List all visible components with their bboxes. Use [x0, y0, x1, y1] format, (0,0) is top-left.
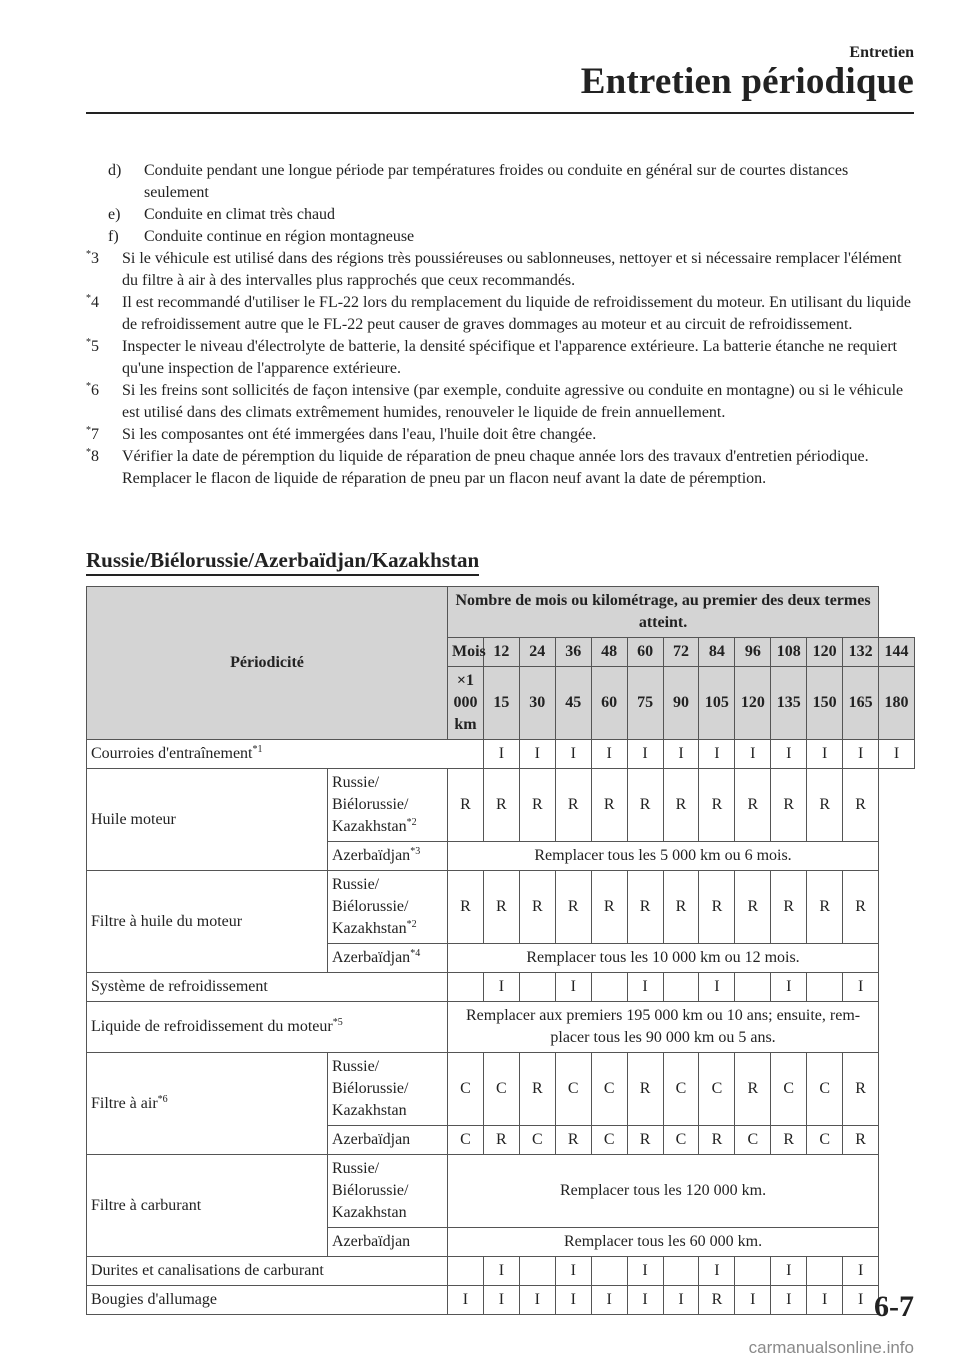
region-label: Russie/ Biélorussie/ Kazakhstan$^{*2}$ — [328, 871, 448, 944]
footnote-item — [86, 446, 912, 490]
schedule-cell: I — [663, 740, 699, 769]
periodicite-header: Périodicité — [87, 587, 448, 740]
region-label: Russie/ Biélorussie/ Kazakhstan$^{*2}$ — [328, 769, 448, 842]
schedule-cell: C — [807, 1053, 843, 1126]
schedule-cell: R — [663, 769, 699, 842]
schedule-cell: I — [771, 740, 807, 769]
schedule-cell: I — [879, 740, 915, 769]
footnote-text: Conduite en climat très chaud — [144, 206, 336, 223]
row-label: Liquide de refroidissement du moteur$^{*5}$ — [87, 1002, 448, 1053]
region-label: Azerbaïdjan — [328, 1228, 448, 1257]
footnote-text: Conduite continue en région montagneuse — [144, 228, 415, 245]
schedule-cell: I — [591, 740, 627, 769]
row-label: Filtre à carburant — [87, 1155, 328, 1257]
table-row-filtre-air-rbk — [87, 1053, 915, 1126]
schedule-cell: I — [771, 973, 807, 1002]
schedule-cell: I — [843, 1257, 879, 1286]
row-label: Système de refroidissement — [87, 973, 448, 1002]
schedule-cell — [448, 1257, 484, 1286]
km-cell: 90 — [663, 667, 699, 740]
schedule-cell — [519, 1257, 555, 1286]
footnote-marker: *8 — [86, 447, 99, 465]
schedule-cell: R — [519, 1053, 555, 1126]
region-label: Azerbaïdjan$^{*3}$ — [328, 842, 448, 871]
schedule-cell: R — [699, 1286, 735, 1315]
region-label: Russie/ Biélorussie/ Kazakhstan — [328, 1155, 448, 1228]
schedule-cell: R — [771, 1126, 807, 1155]
footnote-item — [86, 424, 912, 446]
mois-cell: 48 — [591, 638, 627, 667]
schedule-cell: C — [591, 1053, 627, 1126]
schedule-cell: I — [555, 1286, 591, 1315]
schedule-cell: R — [555, 871, 591, 944]
schedule-cell: I — [483, 1257, 519, 1286]
schedule-cell: R — [735, 769, 771, 842]
header-rule — [86, 112, 914, 114]
mois-cell: 36 — [555, 638, 591, 667]
mois-cell: 132 — [843, 638, 879, 667]
km-cell: 105 — [699, 667, 735, 740]
footnote-marker: *6 — [86, 381, 99, 399]
schedule-cell: R — [448, 769, 484, 842]
schedule-cell: C — [663, 1053, 699, 1126]
table-row-liquide — [87, 1002, 915, 1053]
km-cell: 135 — [771, 667, 807, 740]
footnote-item — [86, 248, 912, 292]
schedule-cell — [663, 1257, 699, 1286]
schedule-cell — [519, 973, 555, 1002]
row-label: Filtre à huile du moteur — [87, 871, 328, 973]
schedule-cell: C — [663, 1126, 699, 1155]
schedule-cell: R — [807, 871, 843, 944]
km-cell: 60 — [591, 667, 627, 740]
schedule-cell: I — [735, 740, 771, 769]
schedule-cell: C — [519, 1126, 555, 1155]
schedule-cell: R — [627, 1126, 663, 1155]
schedule-cell: C — [448, 1126, 484, 1155]
footnote-text: Si les freins sont sollicités de façon intensive (par exemple, conduite agressive ou conduite en montagne) ou si le véhicule est utilisé dans des climats extrêmement humides, renouveler le liquide de frein annuellement. — [122, 382, 904, 421]
schedule-cell: R — [771, 769, 807, 842]
schedule-cell: R — [555, 769, 591, 842]
table-row-bougies — [87, 1286, 915, 1315]
footnote-item — [86, 336, 912, 380]
footnote-item — [86, 380, 912, 424]
schedule-cell: I — [591, 1286, 627, 1315]
schedule-cell: I — [627, 1286, 663, 1315]
footnote-text: Conduite pendant une longue période par températures froides ou conduite en général sur de courtes distances seulement — [144, 162, 849, 201]
schedule-cell: R — [555, 1126, 591, 1155]
km-cell: 120 — [735, 667, 771, 740]
schedule-cell: R — [843, 871, 879, 944]
schedule-cell: R — [699, 769, 735, 842]
schedule-cell: I — [483, 740, 519, 769]
schedule-cell: R — [843, 769, 879, 842]
schedule-cell: I — [807, 1286, 843, 1315]
schedule-cell: C — [483, 1053, 519, 1126]
schedule-cell: C — [771, 1053, 807, 1126]
row-label: Durites et canalisations de carburant — [87, 1257, 448, 1286]
cell-text: Remplacer tous les 60 000 km. — [448, 1228, 879, 1257]
footnote-item — [86, 204, 912, 226]
schedule-cell: I — [843, 1286, 879, 1315]
table-row-filtre-carburant-rbk — [87, 1155, 915, 1228]
table-row-courroies — [87, 740, 915, 769]
table-header-row — [87, 587, 915, 638]
km-cell: 45 — [555, 667, 591, 740]
footnote-marker: *5 — [86, 337, 99, 355]
footnote-text: Inspecter le niveau d'électrolyte de batterie, la densité spécifique et l'apparence extérieure. La batterie étanche ne requiert qu'une inspection de l'apparence extérieure. — [122, 338, 898, 377]
km-cell: 30 — [519, 667, 555, 740]
schedule-cell: I — [663, 1286, 699, 1315]
page-title: Entretien périodique — [580, 61, 914, 102]
schedule-cell: R — [699, 1126, 735, 1155]
mois-cell: 12 — [483, 638, 519, 667]
schedule-cell: I — [843, 740, 879, 769]
row-label: Courroies d'entraînement$^{*1}$ — [87, 740, 484, 769]
schedule-cell: R — [448, 871, 484, 944]
km-label: ×1 000 km — [448, 667, 484, 740]
schedule-cell: I — [735, 1286, 771, 1315]
km-cell: 150 — [807, 667, 843, 740]
schedule-cell — [448, 973, 484, 1002]
km-cell: 15 — [483, 667, 519, 740]
schedule-cell: R — [807, 769, 843, 842]
mois-cell: 24 — [519, 638, 555, 667]
schedule-cell: C — [555, 1053, 591, 1126]
schedule-cell: I — [555, 1257, 591, 1286]
schedule-cell: I — [843, 973, 879, 1002]
mois-label: Mois — [448, 638, 484, 667]
schedule-cell — [591, 1257, 627, 1286]
table-row-filtre-huile-rbk — [87, 871, 915, 944]
schedule-cell: R — [699, 871, 735, 944]
footnote-text: Il est recommandé d'utiliser le FL-22 lors du remplacement du liquide de refroidissement du moteur. En utilisant du liquide de refroidissement autre que le FL-22 peut causer de graves dommages au moteur et au circuit de refroidissement. — [122, 294, 911, 333]
schedule-cell: R — [771, 871, 807, 944]
schedule-cell: R — [735, 1053, 771, 1126]
maintenance-schedule-table — [86, 586, 915, 1315]
region-label: Azerbaïdjan — [328, 1126, 448, 1155]
mois-cell: 72 — [663, 638, 699, 667]
row-label: Bougies d'allumage — [87, 1286, 448, 1315]
schedule-cell: I — [699, 740, 735, 769]
table-row-durites — [87, 1257, 915, 1286]
schedule-cell: I — [555, 973, 591, 1002]
schedule-cell: R — [843, 1053, 879, 1126]
schedule-cell: I — [771, 1286, 807, 1315]
schedule-cell: I — [627, 740, 663, 769]
mois-cell: 96 — [735, 638, 771, 667]
km-cell: 180 — [879, 667, 915, 740]
schedule-cell: R — [663, 871, 699, 944]
cell-text: Remplacer tous les 5 000 km ou 6 mois. — [448, 842, 879, 871]
watermark: carmanualsonline.info — [748, 1338, 914, 1357]
footnotes — [86, 160, 912, 490]
region-label: Russie/ Biélorussie/ Kazakhstan — [328, 1053, 448, 1126]
mois-cell: 144 — [879, 638, 915, 667]
km-cell: 75 — [627, 667, 663, 740]
mois-cell: 60 — [627, 638, 663, 667]
footnote-item — [86, 226, 912, 248]
row-label: Filtre à air$^{*6}$ — [87, 1053, 328, 1155]
schedule-cell: R — [591, 769, 627, 842]
schedule-cell — [807, 1257, 843, 1286]
schedule-cell: R — [519, 871, 555, 944]
region-label: Azerbaïdjan$^{*4}$ — [328, 944, 448, 973]
mois-cell: 120 — [807, 638, 843, 667]
footnote-item — [86, 160, 912, 204]
schedule-cell: R — [591, 871, 627, 944]
schedule-cell — [663, 973, 699, 1002]
schedule-cell: R — [627, 769, 663, 842]
page-number: 6-7 — [874, 1290, 914, 1323]
schedule-cell: R — [519, 769, 555, 842]
mois-cell: 84 — [699, 638, 735, 667]
footnote-marker: f) — [108, 228, 119, 245]
schedule-cell: I — [483, 1286, 519, 1315]
schedule-cell: R — [843, 1126, 879, 1155]
schedule-cell: I — [807, 740, 843, 769]
footnote-text: Si le véhicule est utilisé dans des régions très poussiéreuses ou sablonneuses, nettoyer et si nécessaire remplacer l'élément du filtre à air à des intervalles plus rapprochés que ceux recommandés. — [122, 250, 902, 289]
schedule-cell: R — [627, 1053, 663, 1126]
schedule-cell — [591, 973, 627, 1002]
footnote-text: Vérifier la date de péremption du liquide de réparation de pneu chaque année lors des travaux d'entretien périodique. Remplacer le flacon de liquide de réparation de pneu par un flacon neuf avant la date de péremption. — [122, 448, 869, 487]
schedule-cell — [735, 973, 771, 1002]
interval-header: Nombre de mois ou kilométrage, au premier des deux termes atteint. — [448, 587, 879, 638]
row-label: Huile moteur — [87, 769, 328, 871]
cell-text: Remplacer aux premiers 195 000 km ou 10 ans; ensuite, rem-placer tous les 90 000 km ou 5 ans. — [448, 1002, 879, 1053]
schedule-cell: C — [735, 1126, 771, 1155]
schedule-cell: R — [483, 769, 519, 842]
schedule-cell: I — [555, 740, 591, 769]
schedule-cell — [807, 973, 843, 1002]
footnote-item — [86, 292, 912, 336]
schedule-cell — [735, 1257, 771, 1286]
cell-text: Remplacer tous les 10 000 km ou 12 mois. — [448, 944, 879, 973]
schedule-cell: I — [519, 1286, 555, 1315]
schedule-cell: I — [699, 1257, 735, 1286]
schedule-cell: I — [699, 973, 735, 1002]
schedule-cell: R — [483, 1126, 519, 1155]
schedule-cell: R — [735, 871, 771, 944]
schedule-cell: I — [627, 973, 663, 1002]
mois-cell: 108 — [771, 638, 807, 667]
footnote-marker: *7 — [86, 425, 99, 443]
schedule-cell: I — [771, 1257, 807, 1286]
schedule-cell: I — [519, 740, 555, 769]
header-section-label: Entretien — [849, 44, 914, 61]
schedule-cell: R — [627, 871, 663, 944]
schedule-cell: I — [483, 973, 519, 1002]
schedule-cell: C — [699, 1053, 735, 1126]
km-cell: 165 — [843, 667, 879, 740]
schedule-cell: C — [807, 1126, 843, 1155]
footnote-text: Si les composantes ont été immergées dans l'eau, l'huile doit être changée. — [122, 426, 597, 443]
footnote-marker: e) — [108, 206, 121, 223]
schedule-cell: C — [591, 1126, 627, 1155]
schedule-cell: I — [627, 1257, 663, 1286]
schedule-cell: I — [448, 1286, 484, 1315]
footnote-marker: *3 — [86, 249, 99, 267]
cell-text: Remplacer tous les 120 000 km. — [448, 1155, 879, 1228]
table-row-huile-rbk — [87, 769, 915, 842]
footnote-marker: *4 — [86, 293, 99, 311]
schedule-cell: R — [483, 871, 519, 944]
table-row-refroidissement — [87, 973, 915, 1002]
footnote-marker: d) — [108, 162, 122, 179]
schedule-cell: C — [448, 1053, 484, 1126]
section-heading: Russie/Biélorussie/Azerbaïdjan/Kazakhstan — [86, 548, 479, 576]
